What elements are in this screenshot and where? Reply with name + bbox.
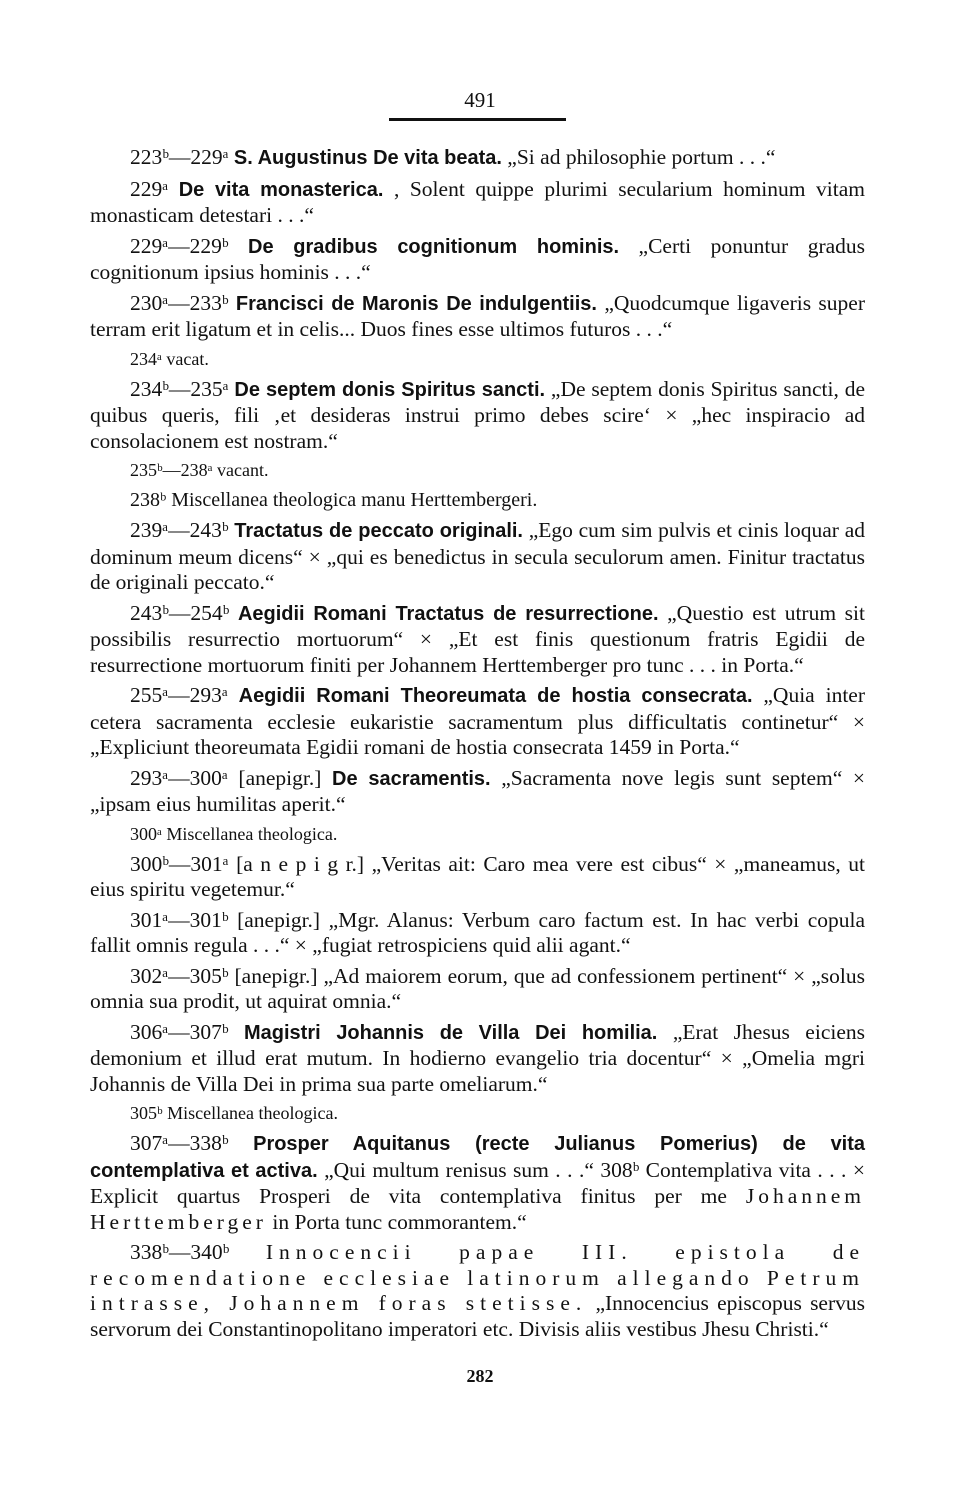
folio-ref: 234ᵇ—235ᵃ [130,376,229,401]
entry-9 [90,518,865,596]
folio-ref: 338ᵇ—340ᵇ [130,1240,230,1264]
entry-spaced-name: Johannem Herttemberger [90,1184,866,1234]
entry-text: vacat. [166,348,209,369]
entry-10 [90,601,865,679]
entry-2 [90,177,865,229]
entry-3 [90,234,865,286]
entry-title: S. Augustinus De vita beata. [233,147,502,169]
page-number: 491 [464,88,496,112]
entry-text: „Erat Jhesus eiciens demonium et illud erat mutum. In hodierno evangelio tria docentur“ × „Omelia mgri Johannis de Villa Dei in prima sua parte omeliarum.“ [90,1019,865,1096]
entry-text: „Qui multum renisus sum . . .“ 308ᵇ Contemplativa vita . . . × Explicit quartus Prosperi de vita contemplativa finitus per me [90,1157,866,1208]
entry-text: , Solent quippe plurimi secularium hominum vitam monasticam detestari . . .“ [90,176,866,227]
folio-ref: 302ᵃ—305ᵇ [130,963,229,988]
header-rule [389,118,566,121]
entry-text: Miscellanea theologica manu Herttembergeri. [171,489,538,511]
entry-text: „Quodcumque ligaveris super terram erit ligatum et in celis... Duos fines esse ultimos futuros . . .“ [90,290,865,341]
folio-ref: 243ᵇ—254ᵇ [130,600,230,625]
entry-spaced-title: Innocencii papae III. epistola de recomendatione ecclesiae latinorum allegando Petrum intrasse, Johannem foras stetisse. [90,1240,865,1315]
entry-text: Miscellanea theologica. [167,1103,339,1123]
entry-title: Aegidii Romani Tractatus de resurrectione. [237,602,659,625]
folio-ref: 306ᵃ—307ᵇ [130,1019,229,1044]
folio-ref: 238ᵇ [130,489,167,511]
entry-prefix: [anepigr.] [238,765,322,790]
entry-6 [90,377,865,455]
folio-ref: 301ᵃ—301ᵇ [130,907,229,932]
entry-title: Prosper Aquitanus (recte Julianus Pomerius) de vita contemplativa et activa. [90,1133,866,1182]
folio-ref: 239ᵃ—243ᵇ [130,518,229,542]
entry-8 [90,488,865,512]
entry-text: „Ego cum sim pulvis et cinis loquar ad dominum meum dicens“ × „qui es benedictus in secula seculorum amen. Finitur tractatus de originali peccato.“ [90,518,865,594]
folio-ref: 234ᵃ [130,348,162,369]
entry-text: „De septem donis Spiritus sancti, de quibus queris, fili ‚et desideras instrui primo debes scire‘ × „hec inspiracio ad consolacionem est nostram.“ [90,376,865,453]
folio-ref: 300ᵇ—301ᵃ [130,851,229,876]
entry-prefix: [anepigr.] [237,907,321,932]
folio-ref: 235ᵇ—238ᵃ [130,460,213,480]
folio-ref: 255ᵃ—293ᵃ [130,683,228,707]
entry-14 [90,852,865,903]
folio-ref: 223ᵇ—229ᵃ [130,145,229,169]
entry-text: „Innocencius episcopus servus servorum dei Constantinopolitano imperatori etc. Divisis aliis vestibus Jhesu Christi.“ [90,1291,866,1341]
entry-text: „Veritas ait: Caro mea vere est cibus“ × „maneamus, ut eius spiritu vegetemur.“ [90,851,866,901]
entry-text: „Sacramenta nove legis sunt septem“ × „ipsam eius humilitas aperit.“ [90,765,866,816]
entry-title: De gradibus cognitionum hominis. [248,235,620,258]
entry-17 [90,1020,865,1098]
entry-title: Tractatus de peccato originali. [234,520,523,542]
entry-text: „Mgr. Alanus: Verbum caro factum est. In hac verbi copula fallit omnis regula . . .“ × „fugiat retrospiciens quid alii agant.“ [90,907,866,957]
folio-ref: 230ᵃ—233ᵇ [130,290,229,315]
entry-1 [90,145,865,172]
entry-tail: in Porta tunc commorantem.“ [272,1209,527,1234]
entry-prefix: [a n e p i g r.] [236,851,365,876]
entry-5 [90,348,865,371]
folio-ref: 300ᵃ [130,823,162,844]
entry-12 [90,766,865,818]
entry-text: „Questio est utrum sit possibilis resurrectio mortuorum“ × „Et est finis questionum fratris Egidii de resurrectione mortuorum finiti per Johannem Herttemberger pro tunc . . . in Porta.“ [90,600,865,677]
entry-title: Magistri Johannis de Villa Dei homilia. [244,1021,658,1044]
entry-15 [90,908,865,959]
entry-title: De vita monasterica. [178,178,384,201]
entry-18 [90,1102,865,1125]
entry-text: „Quia inter cetera sacramenta ecclesie eukaristie sacramentum plus difficultatis continetur“ × „Expliciunt theoreumata Egidii romani de hostia consecrata 1459 in Porta.“ [90,683,865,759]
folio-ref: 305ᵇ [130,1103,163,1123]
entry-text: „Certi ponuntur gradus cognitionum ipsius hominis . . .“ [90,233,866,284]
entry-11 [90,683,865,761]
entry-text: Miscellanea theologica. [166,823,338,844]
entry-text: „Ad maiorem eorum, que ad confessionem pertinent“ × „solus omnia sua prodit, ut aquirat omnia.“ [90,963,865,1013]
entry-title: De sacramentis. [332,767,491,790]
entry-prefix: [anepigr.] [234,963,318,988]
entry-4 [90,291,865,343]
catalog-entries [90,145,865,1347]
entry-19 [90,1131,865,1235]
folio-ref: 307ᵃ—338ᵇ [130,1131,229,1155]
folio-ref: 229ᵃ [130,176,169,201]
folio-ref: 293ᵃ—300ᵃ [130,765,228,790]
entry-title: De septem donis Spiritus sancti. [234,378,546,401]
entry-20 [90,1240,865,1342]
entry-title: Francisci de Maronis De indulgentiis. [235,292,597,315]
folio-ref: 229ᵃ—229ᵇ [130,233,229,258]
entry-13 [90,823,865,846]
entry-text: vacant. [217,460,269,480]
entry-7 [90,459,865,482]
entry-16 [90,964,865,1015]
signature-mark: 282 [466,1366,494,1386]
entry-text: „Si ad philosophie portum . . .“ [507,145,776,169]
entry-title: Aegidii Romani Theoreumata de hostia consecrata. [238,685,753,707]
